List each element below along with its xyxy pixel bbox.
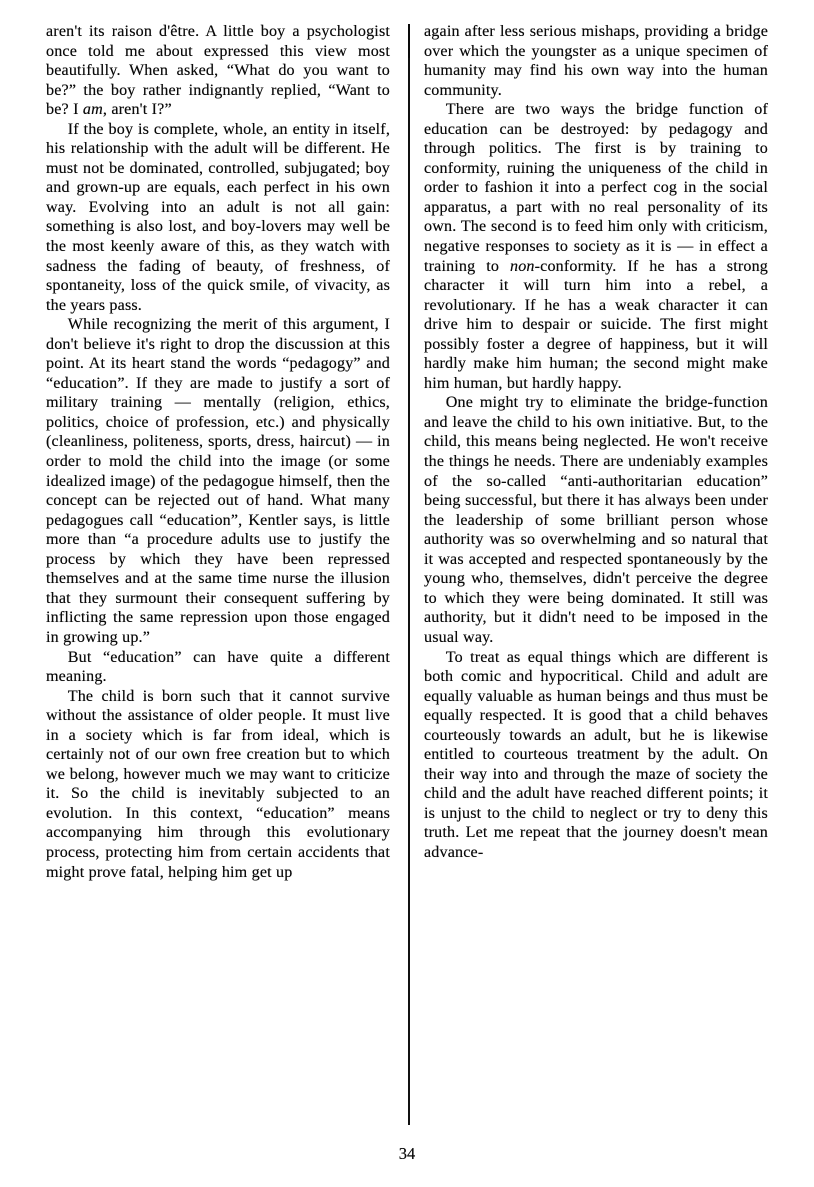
paragraph	[424, 648, 768, 863]
emphasis-text: non	[510, 257, 535, 275]
column-divider-rule	[408, 24, 410, 1125]
paragraph	[46, 22, 390, 120]
text-run: There are two ways the bridge function of education can be destroyed: by pedagogy and through politics. The first is by training to conformity, ruining the uniqueness of the child in order to fashion it into a perfect cog in the social apparatus, a part with no real personality of its own. The second is to feed him only with criticism, negative responses to society as it is — in effect a training to	[424, 101, 768, 275]
text-run: , aren't I?”	[102, 101, 172, 119]
text-run: While recognizing the merit of this argument, I don't believe it's right to drop the discussion at this point. At its heart stand the words “pedagogy” and “education”. If they are made to justify a sort of military training — mentally (religion, ethics, politics, choice of profession, etc.) and physically (cleanliness, politeness, sports, dress, haircut) — in order to mold the child into the image (or some idealized image) of the pedagogue himself, then the concept can be rejected out of hand. What many pedagogues call “education”, Kentler says, is little more than “a procedure adults use to justify the process by which they have been repressed themselves and at the same time nurse the illusion that they surmount their consequent suffering by inflicting the same repression upon those engaged in growing up.”	[46, 316, 390, 646]
text-run: To treat as equal things which are different is both comic and hypocritical. Child and adult are equally valuable as human beings and thus must be equally respected. It is good that a child behaves courteously towards an adult, but he is likewise entitled to courteous treatment by the adult. On their way into and through the maze of society the child and the adult have reached different points; it is unjust to the child to neglect or try to deny this truth. Let me repeat that the journey doesn't mean advance-	[424, 648, 768, 861]
text-run: again after less serious mishaps, providing a bridge over which the youngster as a unique specimen of humanity may find his own way into the human community.	[424, 23, 768, 99]
text-run: If the boy is complete, whole, an entity in itself, his relationship with the adult will be different. He must not be dominated, controlled, subjugated; boy and grown-up are equals, each perfect in his own way. Evolving into an adult is not all gain: something is also lost, and boy-lovers may well be the most keenly aware of this, as they watch with sadness the fading of beauty, of freshness, of spontaneity, loss of the quick smile, of vivacity, as the years pass.	[46, 120, 390, 314]
paragraph	[46, 120, 390, 315]
text-run: One might try to eliminate the bridge-function and leave the child to his own initiative. But, to the child, this means being neglected. He won't receive the things he needs. There are undeniably examples of the so-called “anti-authoritarian education” being successful, but there it has always been under the leadership of some brilliant person whose authority was so overwhelming and so natural that it was accepted and respected spontaneously by the young who, themselves, didn't perceive the degree to which they were being dominated. It still was authority, but it didn't need to be imposed in the usual way.	[424, 394, 768, 646]
paragraph	[46, 687, 390, 882]
paragraph	[46, 648, 390, 687]
left-text-column	[46, 22, 390, 1127]
emphasis-text: am	[82, 101, 103, 119]
page-number: 34	[398, 1144, 416, 1163]
text-run: But “education” can have quite a different meaning.	[46, 648, 390, 686]
two-column-text-body	[46, 22, 768, 1127]
paragraph	[424, 100, 768, 393]
paragraph	[46, 315, 390, 647]
text-run: aren't its raison d'être. A little boy a psychologist once told me about expressed this view most beautifully. When asked, “What do you want to be?” the boy rather indignantly replied, “Want to be? I	[46, 23, 390, 119]
right-text-column	[424, 22, 768, 1127]
text-run: The child is born such that it cannot survive without the assistance of older people. It must live in a society which is far from ideal, which is certainly not of our own free creation but to which we belong, however much we may want to criticize it. So the child is inevitably subjected to an evolution. In this context, “education” means accompanying him through this evolutionary process, protecting him from certain accidents that might prove fatal, helping him get up	[46, 687, 390, 881]
text-run: -conformity. If he has a strong character it will turn him into a rebel, a revolutionary. If he has a weak character it can drive him to despair or suicide. The first might possibly foster a degree of happiness, but it will hardly make him human; the second might make him human, but hardly happy.	[424, 257, 768, 392]
paragraph	[424, 393, 768, 647]
paragraph	[424, 22, 768, 100]
